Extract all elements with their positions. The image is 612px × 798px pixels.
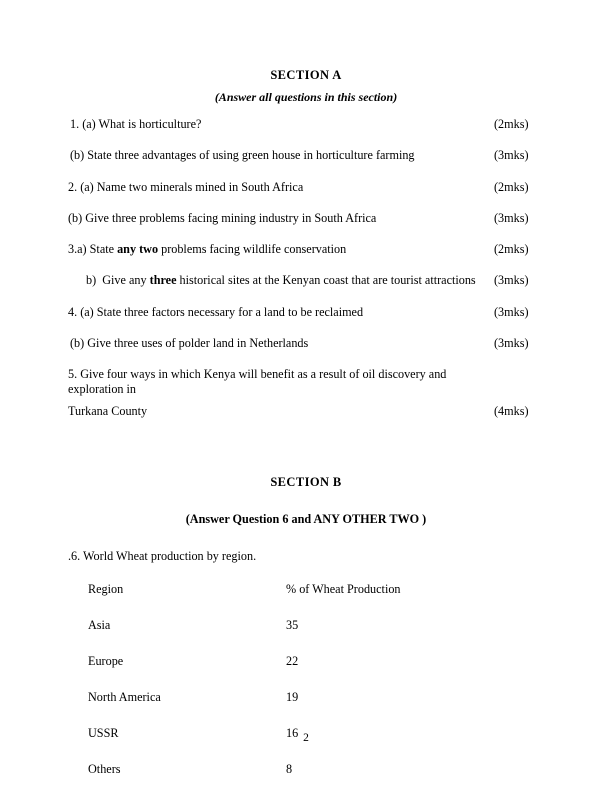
question-text: 1. (a) What is horticulture? (70, 117, 202, 131)
question-text: 2. (a) Name two minerals mined in South Africa (68, 179, 304, 194)
section-b-instruction: (Answer Question 6 and ANY OTHER TWO ) (185, 511, 427, 526)
question-text: 5. Give four ways in which Kenya will benefit as a result of oil discovery and exploration in (68, 367, 447, 397)
section-a-title: SECTION A (270, 68, 342, 82)
question-marks: (3mks) (494, 210, 529, 225)
question-marks: (3mks) (494, 148, 529, 163)
table-row (88, 654, 446, 690)
section-a-question-list (0, 117, 612, 419)
table-row (88, 762, 446, 798)
wheat-production-table (88, 582, 446, 798)
question-item (68, 211, 540, 226)
table-header-row (88, 582, 446, 618)
question-marks: (4mks) (494, 403, 529, 418)
cell-percent: 19 (286, 689, 299, 704)
question-marks: (2mks) (494, 117, 529, 131)
question-marks: (2mks) (494, 242, 529, 256)
cell-percent: 22 (286, 653, 299, 668)
question-item (68, 305, 540, 320)
question-text-continuation: Turkana County (68, 403, 148, 418)
section-b-title: SECTION B (270, 474, 342, 489)
question-6-intro: .6. World Wheat production by region. (68, 548, 257, 563)
column-header-region: Region (88, 581, 124, 596)
cell-region: Europe (88, 653, 124, 668)
question-text: 3.a) State any two problems facing wildlife conservation (68, 242, 347, 256)
question-text: (b) Give three problems facing mining industry in South Africa (68, 210, 377, 225)
cell-region: Others (88, 761, 121, 776)
question-marks: (3mks) (494, 335, 529, 350)
section-b-block (0, 475, 612, 798)
top-margin (0, 0, 612, 68)
question-text: 4. (a) State three factors necessary for a land to be reclaimed (68, 304, 364, 319)
question-text: (b) State three advantages of using green house in horticulture farming (70, 148, 415, 163)
cell-percent: 8 (286, 761, 293, 776)
column-header-percent: % of Wheat Production (286, 581, 401, 596)
question-marks: (3mks) (494, 304, 529, 319)
question-item (68, 117, 540, 132)
page-number: 2 (303, 732, 309, 744)
question-text: b) Give any three historical sites at the Kenyan coast that are tourist attractions (86, 273, 476, 288)
question-item-5-line1 (68, 367, 540, 398)
table-row (88, 618, 446, 654)
cell-region: North America (88, 689, 161, 704)
cell-region: USSR (88, 725, 119, 740)
question-item (68, 242, 540, 257)
question-item-5-line2 (68, 404, 540, 419)
question-item (68, 180, 540, 195)
question-item (68, 273, 540, 288)
cell-region: Asia (88, 617, 111, 632)
question-item (68, 336, 540, 351)
section-a-instruction: (Answer all questions in this section) (214, 90, 398, 104)
cell-percent: 16 (286, 725, 299, 740)
question-item (68, 148, 540, 163)
question-text: (b) Give three uses of polder land in Netherlands (70, 335, 309, 350)
question-marks: (3mks) (494, 273, 529, 288)
question-marks: (2mks) (494, 179, 529, 194)
table-row (88, 690, 446, 726)
cell-percent: 35 (286, 617, 299, 632)
